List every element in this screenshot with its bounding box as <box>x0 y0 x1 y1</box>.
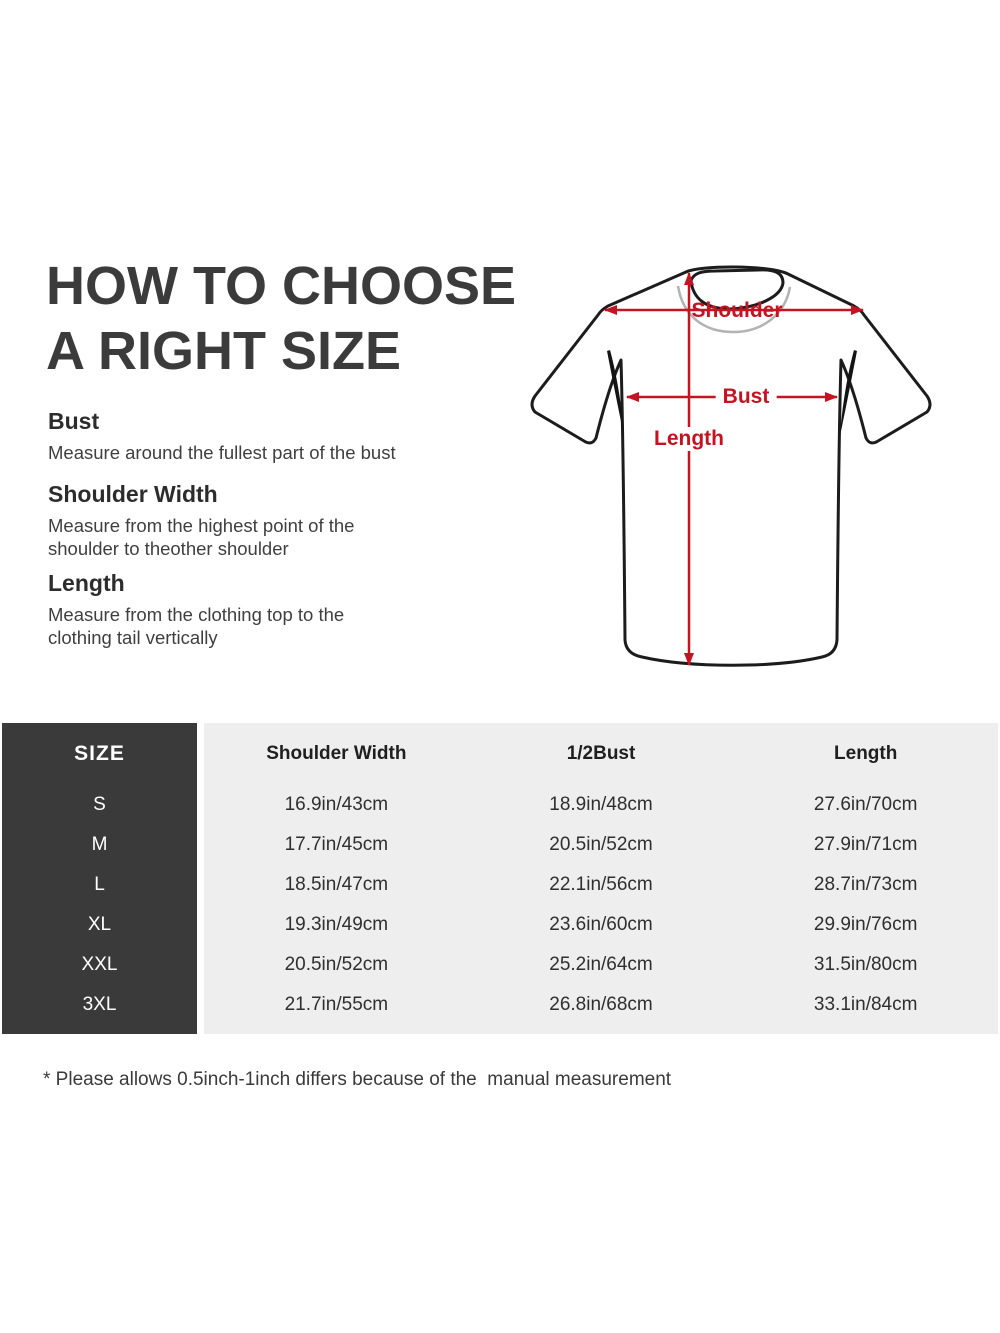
guide-section-length <box>48 570 468 649</box>
cell-m-bust: 20.5in/52cm <box>549 834 653 855</box>
size-label-m: M <box>91 834 108 855</box>
cell-xl-shoulder: 19.3in/49cm <box>284 914 389 935</box>
cell-3xl-bust: 26.8in/68cm <box>549 994 653 1015</box>
size-label-3xl: 3XL <box>82 994 117 1015</box>
length-arrow-label: Length <box>647 427 731 451</box>
cell-m-shoulder: 17.7in/45cm <box>284 834 389 855</box>
page-title-line2: A RIGHT SIZE <box>46 321 402 381</box>
cell-xxl-bust: 25.2in/64cm <box>549 954 653 975</box>
size-label-xxl: XXL <box>81 954 118 975</box>
guide-shoulder-heading: Shoulder Width <box>48 481 218 507</box>
table-row-s <box>204 785 998 825</box>
table-row-3xl <box>204 985 998 1025</box>
measurements-grid <box>204 723 998 1034</box>
guide-bust-description: Measure around the fullest part of the bust <box>48 442 396 463</box>
column-header-half-bust: 1/2Bust <box>566 743 636 764</box>
column-header-shoulder-width: Shoulder Width <box>266 743 407 764</box>
cell-s-bust: 18.9in/48cm <box>549 794 653 815</box>
cell-s-shoulder: 16.9in/43cm <box>284 794 389 815</box>
cell-xl-bust: 23.6in/60cm <box>549 914 653 935</box>
page-title <box>46 254 516 384</box>
page-title-line1: HOW TO CHOOSE <box>46 256 517 316</box>
guide-section-shoulder-width <box>48 481 468 560</box>
cell-3xl-shoulder: 21.7in/55cm <box>284 994 389 1015</box>
guide-shoulder-description-line2: shoulder to theother shoulder <box>48 538 289 559</box>
cell-m-length: 27.9in/71cm <box>813 834 918 855</box>
cell-3xl-length: 33.1in/84cm <box>813 994 918 1015</box>
guide-length-heading: Length <box>48 570 125 596</box>
size-label-l: L <box>94 874 105 895</box>
cell-s-length: 27.6in/70cm <box>813 794 918 815</box>
guide-bust-heading: Bust <box>48 408 100 434</box>
guide-shoulder-description-line1: Measure from the highest point of the <box>48 515 355 536</box>
size-column <box>2 723 197 1034</box>
table-row-l <box>204 865 998 905</box>
cell-xxl-length: 31.5in/80cm <box>813 954 918 975</box>
tshirt-outline <box>532 267 930 665</box>
table-row-m <box>204 825 998 865</box>
column-header-length: Length <box>834 743 898 764</box>
cell-l-length: 28.7in/73cm <box>813 874 918 895</box>
guide-length-description-line1: Measure from the clothing top to the <box>48 604 345 625</box>
size-column-header: SIZE <box>74 742 125 765</box>
measurement-disclaimer: * Please allows 0.5inch-1inch differs because of the manual measurement <box>43 1069 672 1090</box>
cell-l-shoulder: 18.5in/47cm <box>284 874 389 895</box>
table-row-xl <box>204 905 998 945</box>
table-row-xxl <box>204 945 998 985</box>
guide-section-bust <box>48 408 468 464</box>
bust-arrow-label: Bust <box>716 385 777 409</box>
shoulder-arrow-label: Shoulder <box>691 299 783 322</box>
size-chart-table <box>2 723 998 1034</box>
guide-length-description-line2: clothing tail vertically <box>48 627 218 648</box>
size-label-xl: XL <box>87 914 112 935</box>
cell-xl-length: 29.9in/76cm <box>813 914 918 935</box>
cell-xxl-shoulder: 20.5in/52cm <box>284 954 389 975</box>
measurements-header-row <box>204 723 998 785</box>
cell-l-bust: 22.1in/56cm <box>549 874 653 895</box>
size-label-s: S <box>93 794 106 815</box>
